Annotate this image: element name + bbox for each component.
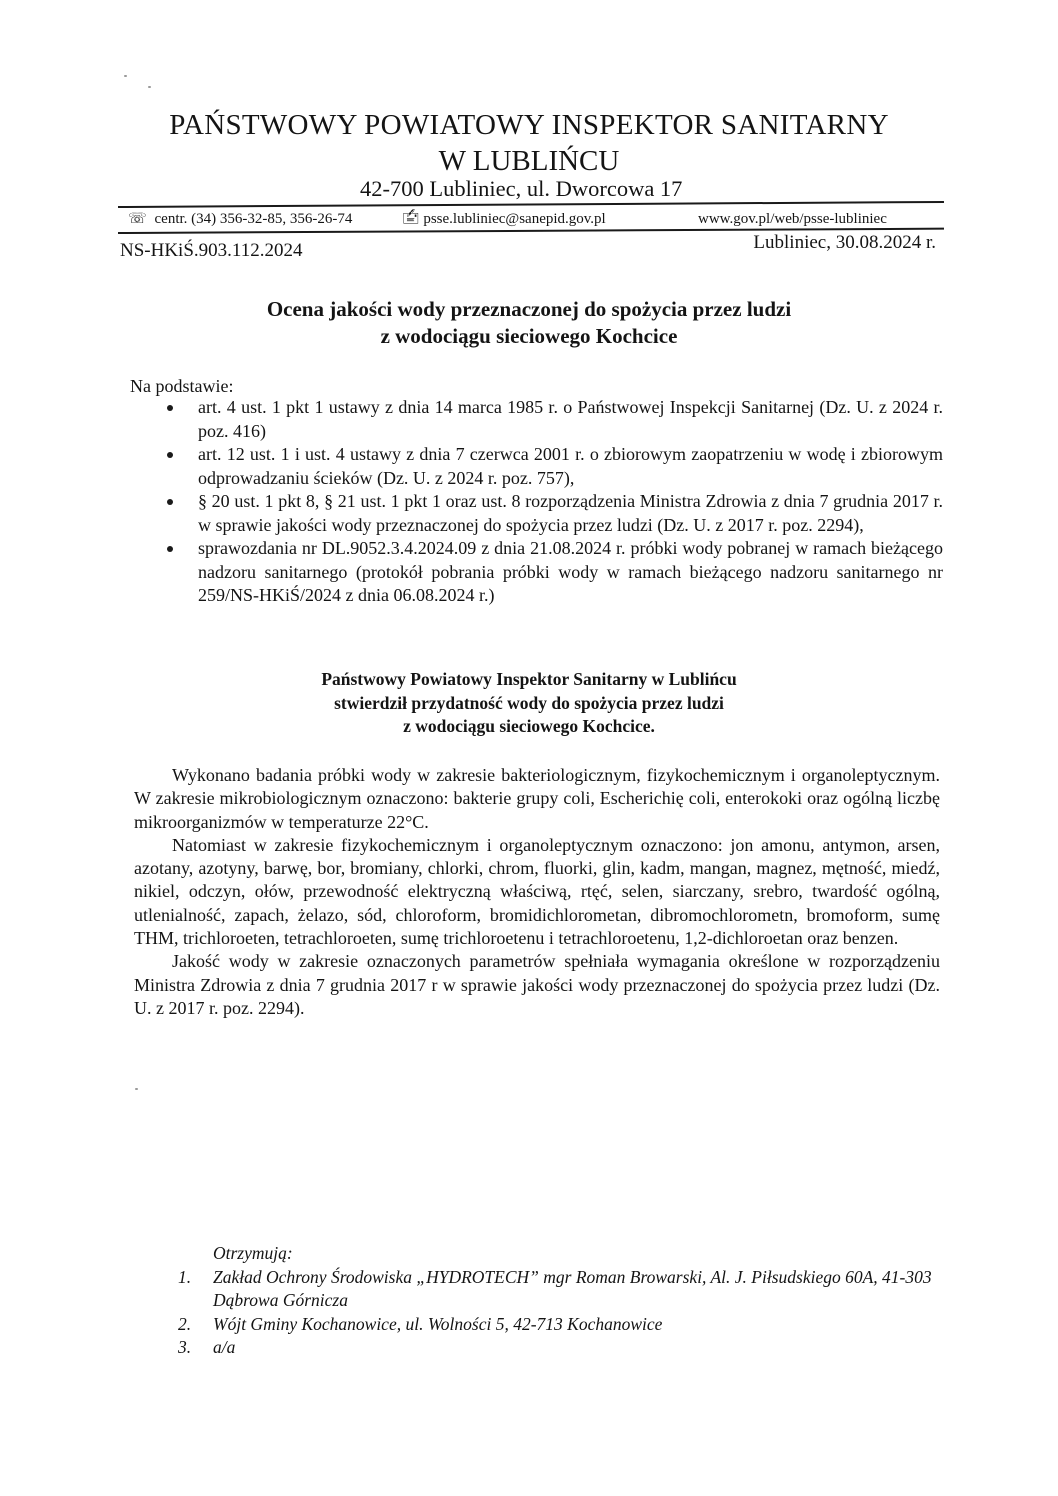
telephone-icon: ☏ xyxy=(128,211,147,227)
institution-location: W LUBLIŃCU xyxy=(438,145,620,177)
verdict-line: z wodociągu sieciowego Kochcice. xyxy=(403,716,655,736)
recipient-text: Zakład Ochrony Środowiska „HYDROTECH” mgr Roman Browarski, Al. J. Piłsudskiego 60A, 41-303 Dąbrowa Górnicza xyxy=(213,1266,932,1310)
document-title-line: Ocena jakości wody przeznaczonej do spożycia przez ludzi xyxy=(266,297,792,321)
verdict-line: Państwowy Powiatowy Inspektor Sanitarny w Lublińcu xyxy=(321,669,737,689)
legal-basis-list xyxy=(163,396,943,608)
legal-basis-item xyxy=(163,396,943,443)
recipients-label: Otrzymują: xyxy=(213,1243,293,1263)
scan-speck xyxy=(124,75,127,77)
recipients-list xyxy=(178,1266,958,1360)
institution-name: PAŃSTWOWY POWIATOWY INSPEKTOR SANITARNY xyxy=(169,109,889,141)
legal-basis-text: art. 12 ust. 1 i ust. 4 ustawy z dnia 7 czerwca 2001 r. o zbiorowym zaopatrzeniu w wodę i zbiorowym odprowadzaniu ścieków (Dz. U. z 2024 r. poz. 757), xyxy=(198,444,943,488)
document-title-line: z wodociągu sieciowego Kochcice xyxy=(380,324,678,348)
email-icon: 🖆 xyxy=(402,211,420,227)
recipient-number: 3. xyxy=(178,1337,192,1357)
recipient-text: a/a xyxy=(213,1337,236,1357)
legal-basis-item xyxy=(163,443,943,490)
legal-basis-item xyxy=(163,490,943,537)
legal-basis-text: art. 4 ust. 1 pkt 1 ustawy z dnia 14 marca 1985 r. o Państwowej Inspekcji Sanitarnej (Dz. U. z 2024 r. poz. 416) xyxy=(198,397,943,441)
legal-basis-text: sprawozdania nr DL.9052.3.4.2024.09 z dnia 21.08.2024 r. próbki wody pobranej w ramach bieżącego nadzoru sanitarnego (protokół pobrania próbki wody w ramach bieżącego nadzoru sanitarnego nr 259/NS-HKiŚ/2024 z dnia 06.08.2024 r.) xyxy=(198,538,943,605)
place-and-date: Lubliniec, 30.08.2024 r. xyxy=(753,232,936,253)
header-divider-top xyxy=(118,201,944,208)
email-address[interactable]: psse.lubliniec@sanepid.gov.pl xyxy=(423,211,606,227)
legal-basis-label: Na podstawie: xyxy=(130,376,234,396)
recipient-text: Wójt Gminy Kochanowice, ul. Wolności 5, 42-713 Kochanowice xyxy=(213,1313,663,1334)
scan-speck xyxy=(148,86,151,88)
document-body xyxy=(134,764,940,1020)
scan-speck xyxy=(135,1088,138,1090)
bullet-icon xyxy=(167,546,173,552)
recipient-item xyxy=(178,1336,958,1360)
recipient-number: 1. xyxy=(178,1266,192,1287)
email-group xyxy=(402,210,606,228)
reference-number: NS-HKiŚ.903.112.2024 xyxy=(120,240,303,261)
verdict-statement xyxy=(0,668,1058,739)
recipient-item xyxy=(178,1266,958,1313)
bullet-icon xyxy=(167,452,173,458)
body-paragraph: Wykonano badania próbki wody w zakresie bakteriologicznym, fizykochemicznym i organoleptycznym. W zakresie mikrobiologicznym oznaczono: bakterie grupy coli, Escherichię coli, enterokoki oraz ogólną liczbę mikroorganizmów w temperaturze 22°C. xyxy=(134,765,940,832)
verdict-line: stwierdził przydatność wody do spożycia przez ludzi xyxy=(334,692,724,713)
institution-address: 42-700 Lubliniec, ul. Dworcowa 17 xyxy=(360,176,683,201)
bullet-icon xyxy=(167,405,173,411)
recipients-section xyxy=(178,1242,958,1360)
website-link[interactable]: www.gov.pl/web/psse-lubliniec xyxy=(698,211,887,227)
document-title xyxy=(0,296,1058,350)
body-paragraph: Jakość wody w zakresie oznaczonych parametrów spełniała wymagania określone w rozporządzeniu Ministra Zdrowia z dnia 7 grudnia 2017 r w sprawie jakości wody przeznaczonej do spożycia przez ludzi (Dz. U. z 2017 r. poz. 2294). xyxy=(134,951,940,1018)
bullet-icon xyxy=(167,499,173,505)
legal-basis-text: § 20 ust. 1 pkt 8, § 21 ust. 1 pkt 1 oraz ust. 8 rozporządzenia Ministra Zdrowia z dnia 7 grudnia 2017 r. w sprawie jakości wody przeznaczonej do spożycia przez ludzi (Dz. U. z 2017 r. poz. 2294), xyxy=(198,491,943,535)
recipient-number: 2. xyxy=(178,1313,192,1334)
phone-group xyxy=(128,210,352,228)
phone-number: centr. (34) 356-32-85, 356-26-74 xyxy=(154,211,353,227)
legal-basis-item xyxy=(163,537,943,608)
recipient-item xyxy=(178,1313,958,1337)
body-paragraph: Natomiast w zakresie fizykochemicznym i organoleptycznym oznaczono: jon amonu, antymon, arsen, azotany, azotyny, barwę, bor, bromiany, chlorki, chrom, fluorki, glin, kadm, mangan, magnez, mętność, miedź, nikiel, odczyn, ołów, przewodność elektryczną właściwą, rtęć, selen, siarczany, srebro, twardość ogólną, utlenialność, zapach, żelazo, sód, chloroform, bromidichlorometan, dibromochlorometn, bromoform, sumę THM, trichloroeten, tetrachloroeten, sumę trichloroetenu i tetrachloroetenu, 1,2-dichloroetan oraz benzen. xyxy=(134,834,940,949)
